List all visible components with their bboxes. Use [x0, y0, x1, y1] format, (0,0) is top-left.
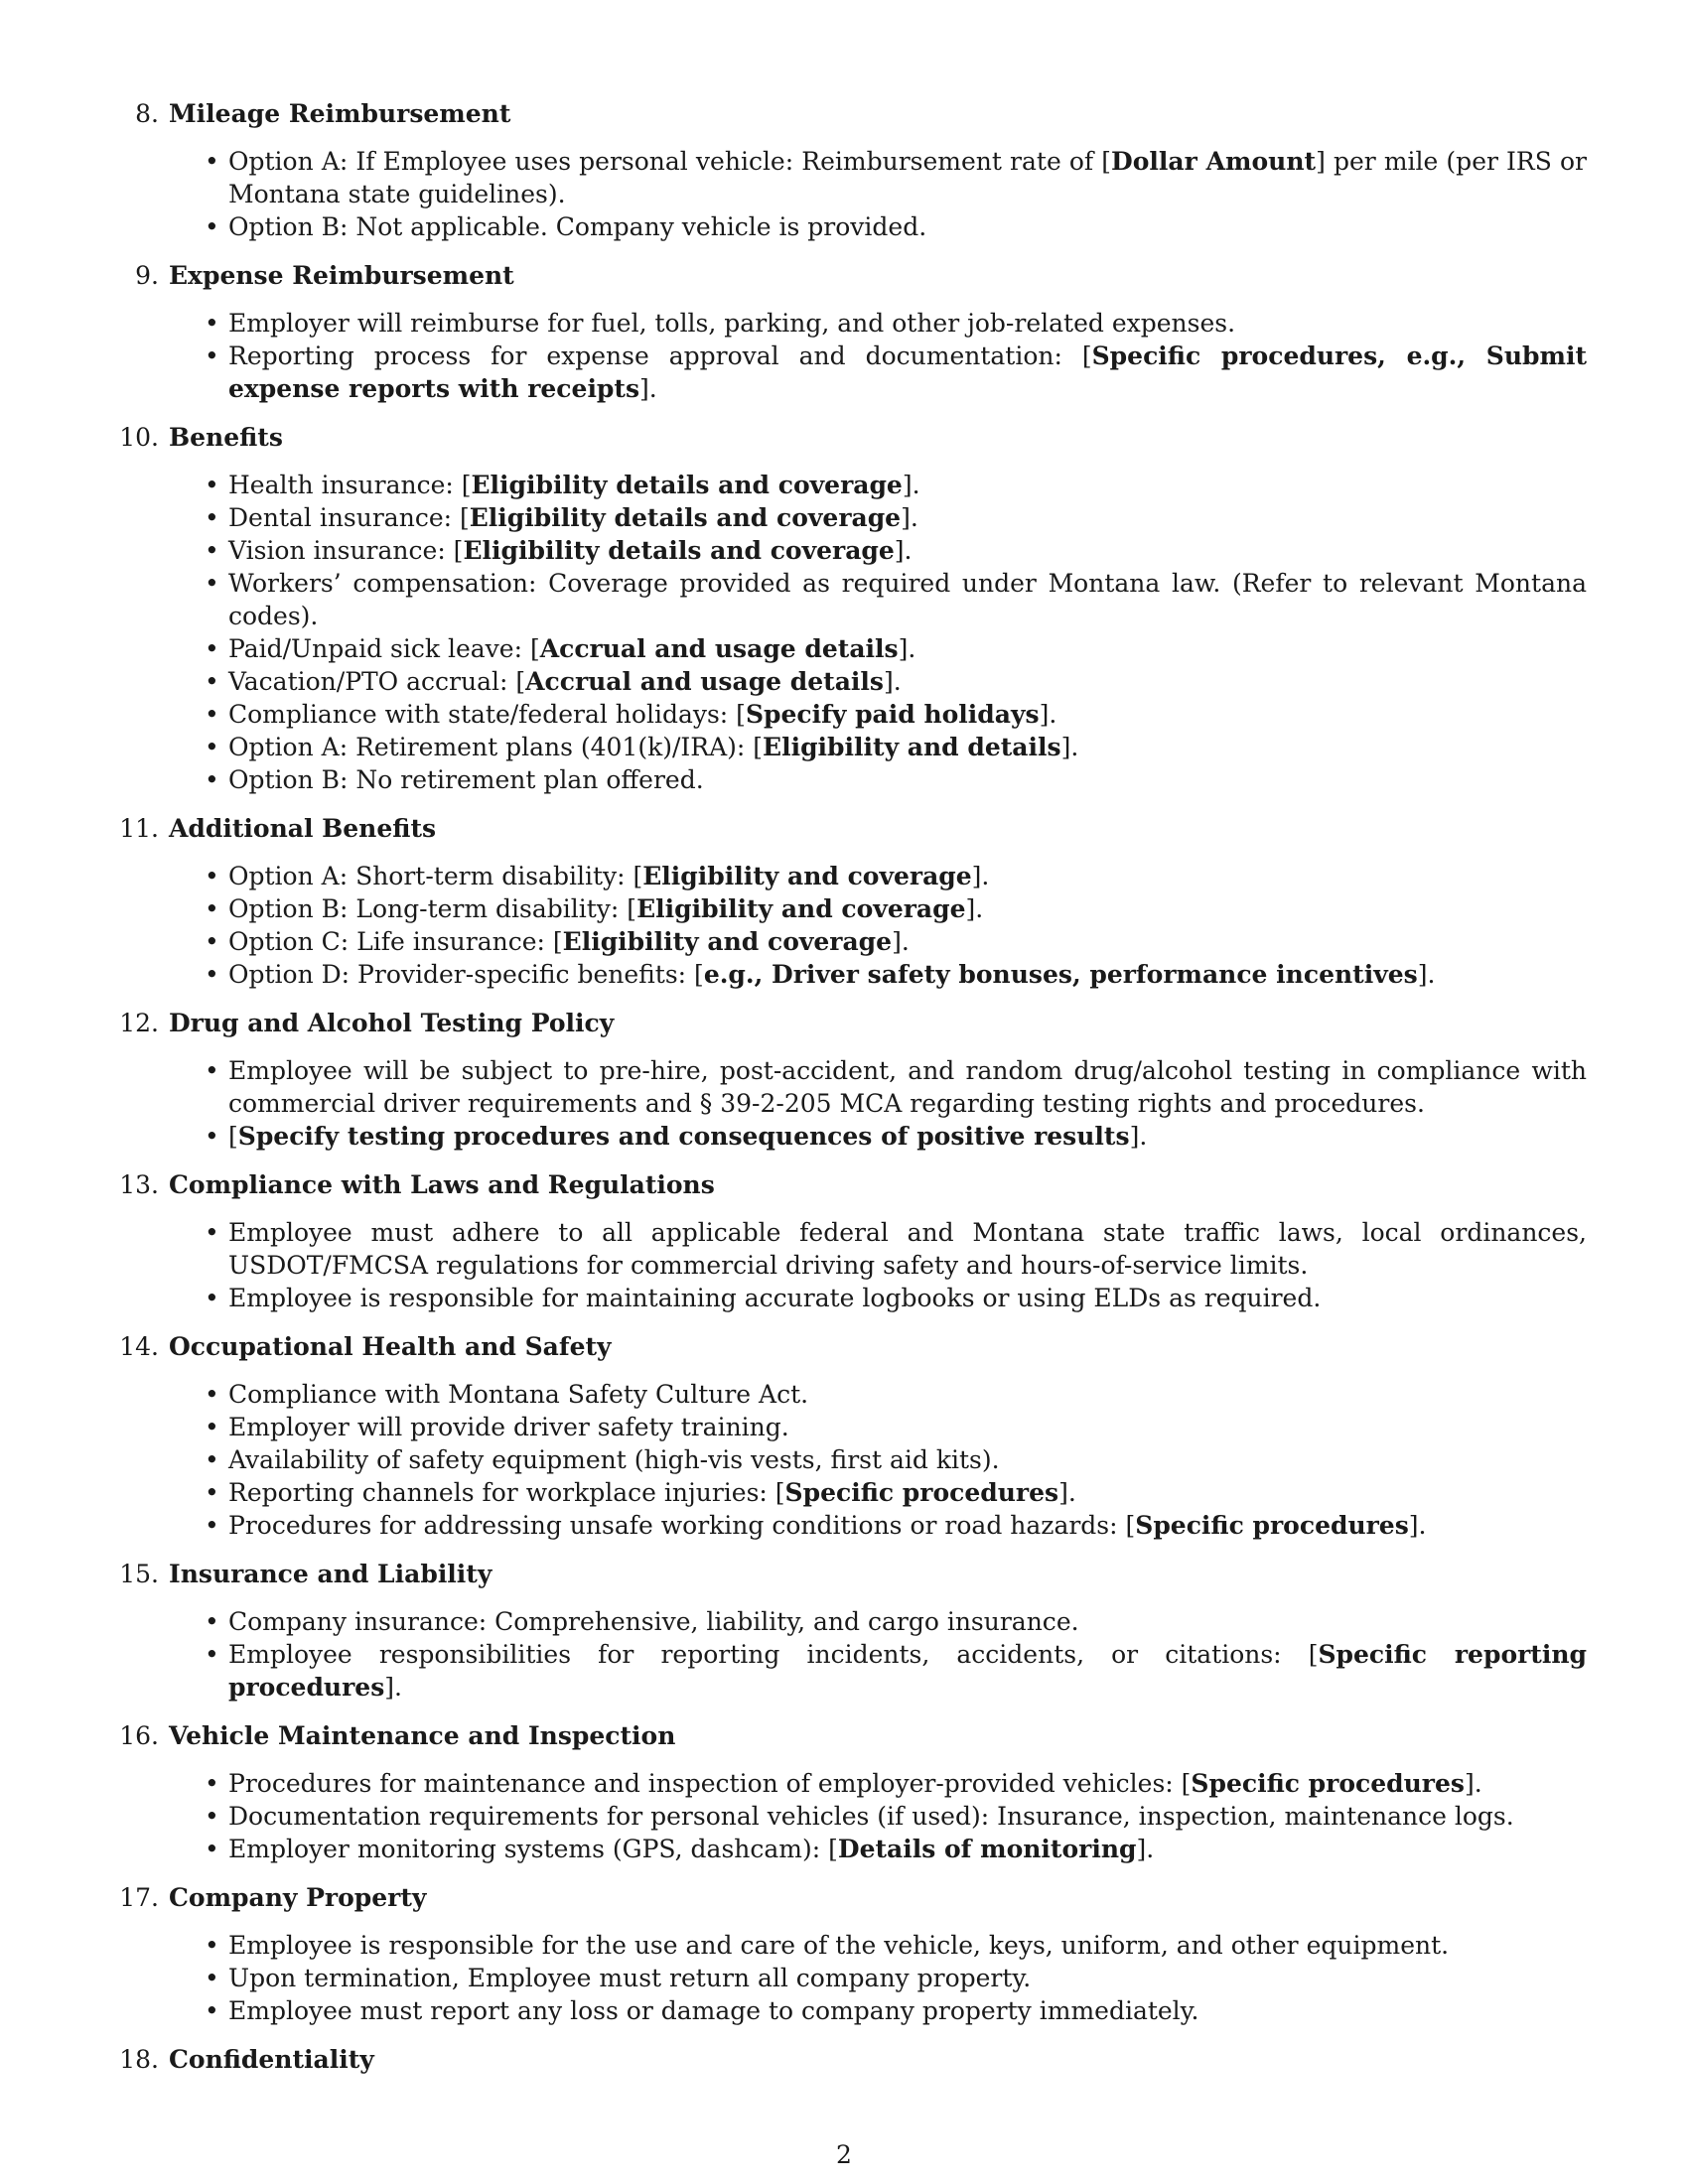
list-item-text: Vision insurance: [Eligibility details and coverage].: [228, 536, 913, 565]
section-title: Confidentiality: [169, 2045, 374, 2074]
list-item: [228, 1800, 1587, 1833]
list-item-text: Company insurance: Comprehensive, liability, and cargo insurance.: [228, 1607, 1079, 1636]
section-heading: [117, 1007, 1587, 1040]
list-item-text: Employee will be subject to pre-hire, post-accident, and random drug/alcohol testing in compliance with commercial driver requirements and § 39-2-205 MCA regarding testing rights and procedures.: [228, 1056, 1587, 1118]
section: [117, 1558, 1587, 1704]
page-number: 2: [836, 2140, 852, 2169]
section: [117, 1007, 1587, 1153]
list-item-text: Employee must report any loss or damage to company property immediately.: [228, 1996, 1199, 2025]
section-number: 8.: [135, 99, 159, 128]
section-title: Benefits: [169, 423, 283, 452]
section-number: 16.: [119, 1721, 159, 1750]
list-item: [228, 925, 1587, 958]
list-item: [228, 1833, 1587, 1865]
list-item-text: Compliance with Montana Safety Culture Act.: [228, 1380, 809, 1409]
section-number: 12.: [119, 1009, 159, 1037]
section-title: Occupational Health and Safety: [169, 1332, 612, 1361]
list-item-text: Employer will reimburse for fuel, tolls, parking, and other job-related expenses.: [228, 309, 1236, 338]
bullet-list: [117, 1929, 1587, 2027]
bullet-list: [117, 860, 1587, 991]
list-item: [228, 501, 1587, 534]
section-number: 11.: [119, 814, 159, 843]
list-item-text: Option A: If Employee uses personal vehicle: Reimbursement rate of [Dollar Amount] per mile (per IRS or Montana state guidelines).: [228, 147, 1588, 208]
list-item: [228, 1509, 1587, 1542]
list-item: [228, 698, 1587, 731]
list-item-text: Employee is responsible for maintaining accurate logbooks or using ELDs as required.: [228, 1284, 1322, 1312]
list-item: [228, 1994, 1587, 2027]
list-item: [228, 731, 1587, 763]
bullet-list: [117, 307, 1587, 405]
section-title: Drug and Alcohol Testing Policy: [169, 1009, 615, 1037]
list-item-text: Option B: Long-term disability: [Eligibility and coverage].: [228, 894, 984, 923]
list-item-text: Vacation/PTO accrual: [Accrual and usage details].: [228, 667, 902, 696]
list-item-text: Availability of safety equipment (high-vis vests, first aid kits).: [228, 1445, 1000, 1474]
list-item: [228, 340, 1587, 405]
section: [117, 1168, 1587, 1314]
section-title: Company Property: [169, 1883, 427, 1912]
section: [117, 421, 1587, 796]
bullet-list: [117, 145, 1587, 243]
section: [117, 812, 1587, 991]
section: [117, 259, 1587, 405]
list-item: [228, 1054, 1587, 1120]
section: [117, 1330, 1587, 1542]
list-item: [228, 1767, 1587, 1800]
list-item-text: Employee is responsible for the use and care of the vehicle, keys, uniform, and other equipment.: [228, 1931, 1450, 1960]
section-title: Insurance and Liability: [169, 1560, 492, 1588]
section: [117, 1719, 1587, 1865]
list-item-text: Option A: Retirement plans (401(k)/IRA): [Eligibility and details].: [228, 733, 1079, 761]
section-heading: [117, 259, 1587, 293]
section-number: 18.: [119, 2045, 159, 2074]
section-number: 17.: [119, 1883, 159, 1912]
list-item: [228, 1638, 1587, 1704]
list-item: [228, 1282, 1587, 1314]
section-number: 15.: [119, 1560, 159, 1588]
list-item: [228, 469, 1587, 501]
section: [117, 1881, 1587, 2027]
section-number: 10.: [119, 423, 159, 452]
list-item-text: Employee responsibilities for reporting incidents, accidents, or citations: [Specific reporting procedures].: [228, 1640, 1587, 1702]
bullet-list: [117, 1767, 1587, 1865]
list-item: [228, 1962, 1587, 1994]
list-item-text: Option B: No retirement plan offered.: [228, 765, 704, 794]
list-item: [228, 892, 1587, 925]
list-item: [228, 567, 1587, 632]
list-item-text: Employer will provide driver safety training.: [228, 1413, 789, 1441]
section-heading: [117, 97, 1587, 131]
list-item-text: [Specify testing procedures and consequences of positive results].: [228, 1122, 1148, 1151]
section-heading: [117, 1558, 1587, 1591]
list-item-text: Option A: Short-term disability: [Eligibility and coverage].: [228, 862, 990, 890]
section: [117, 2043, 1587, 2077]
section-title: Vehicle Maintenance and Inspection: [169, 1721, 676, 1750]
section-heading: [117, 1168, 1587, 1202]
list-item: [228, 210, 1587, 243]
list-item-text: Upon termination, Employee must return all company property.: [228, 1964, 1032, 1992]
list-item: [228, 632, 1587, 665]
list-item-text: Employee must adhere to all applicable federal and Montana state traffic laws, local ordinances, USDOT/FMCSA regulations for commercial driving safety and hours-of-service limits.: [228, 1218, 1587, 1280]
list-item: [228, 1929, 1587, 1962]
bullet-list: [117, 1378, 1587, 1542]
section-title: Additional Benefits: [169, 814, 437, 843]
list-item: [228, 145, 1587, 210]
bullet-list: [117, 1054, 1587, 1153]
list-item: [228, 860, 1587, 892]
list-item-text: Procedures for maintenance and inspection of employer-provided vehicles: [Specific procedures].: [228, 1769, 1482, 1798]
list-item-text: Procedures for addressing unsafe working conditions or road hazards: [Specific procedures].: [228, 1511, 1427, 1540]
list-item-text: Compliance with state/federal holidays: [Specify paid holidays].: [228, 700, 1057, 729]
section-number: 9.: [135, 261, 159, 290]
list-item-text: Documentation requirements for personal vehicles (if used): Insurance, inspection, maintenance logs.: [228, 1802, 1514, 1831]
bullet-list: [117, 1216, 1587, 1314]
list-item-text: Reporting process for expense approval and documentation: [Specific procedures, e.g., Submit expense reports with receipts].: [228, 341, 1587, 403]
list-item: [228, 1411, 1587, 1443]
section-heading: [117, 1330, 1587, 1364]
bullet-list: [117, 1605, 1587, 1704]
section-number: 13.: [119, 1170, 159, 1199]
list-item: [228, 763, 1587, 796]
list-item-text: Paid/Unpaid sick leave: [Accrual and usage details].: [228, 634, 916, 663]
section-title: Compliance with Laws and Regulations: [169, 1170, 715, 1199]
list-item: [228, 1476, 1587, 1509]
section: [117, 97, 1587, 243]
section-heading: [117, 421, 1587, 455]
section-title: Expense Reimbursement: [169, 261, 514, 290]
list-item: [228, 534, 1587, 567]
section-heading: [117, 1719, 1587, 1753]
section-number: 14.: [119, 1332, 159, 1361]
list-item: [228, 665, 1587, 698]
list-item: [228, 958, 1587, 991]
list-item-text: Health insurance: [Eligibility details and coverage].: [228, 471, 920, 499]
list-item-text: Reporting channels for workplace injuries: [Specific procedures].: [228, 1478, 1076, 1507]
document-body: [117, 97, 1587, 2093]
list-item: [228, 1443, 1587, 1476]
list-item-text: Option D: Provider-specific benefits: [e.g., Driver safety bonuses, performance incentives].: [228, 960, 1436, 989]
bullet-list: [117, 469, 1587, 796]
list-item: [228, 1378, 1587, 1411]
list-item-text: Workers’ compensation: Coverage provided as required under Montana law. (Refer to relevant Montana codes).: [228, 569, 1587, 630]
list-item: [228, 1216, 1587, 1282]
list-item: [228, 1120, 1587, 1153]
list-item: [228, 307, 1587, 340]
section-heading: [117, 812, 1587, 846]
list-item-text: Option C: Life insurance: [Eligibility and coverage].: [228, 927, 910, 956]
list-item-text: Employer monitoring systems (GPS, dashcam): [Details of monitoring].: [228, 1835, 1155, 1863]
section-heading: [117, 1881, 1587, 1915]
list-item-text: Option B: Not applicable. Company vehicle is provided.: [228, 212, 927, 241]
list-item-text: Dental insurance: [Eligibility details and coverage].: [228, 503, 918, 532]
section-title: Mileage Reimbursement: [169, 99, 511, 128]
list-item: [228, 1605, 1587, 1638]
section-heading: [117, 2043, 1587, 2077]
